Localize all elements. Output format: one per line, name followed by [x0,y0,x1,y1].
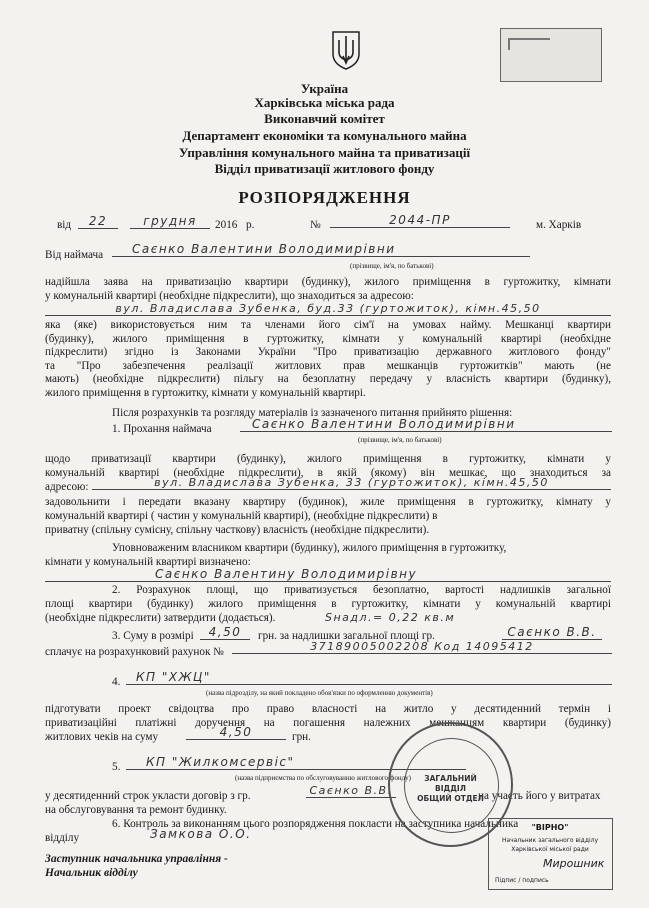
cert-stamp-line-2: Харківської міської ради [511,846,589,853]
item5-org: КП "Жилкомсервіс" [126,755,466,770]
item5-line-1-prefix: у десятиденний строк укласти договір з гр. [45,790,251,802]
item4-org: КП "ХЖЦ" [126,670,612,685]
order-number: 2044-ПР [330,213,510,228]
item5-caption: (назва підприємства по обслуговуванню житлового фонду) [235,774,411,782]
header-country: Україна [300,81,349,96]
signature-role-1: Заступник начальника управління - [45,853,228,865]
item1-line-3: адресою: [45,481,89,493]
item4-line-1: підготувати проект свідоцтва про право власності на житло у десятиденний термін і [45,703,611,715]
coat-of-arms-icon [330,30,362,70]
cert-stamp-sign-label: Підпис / подпись [495,877,549,884]
registration-stamp [500,28,602,82]
city: м. Харків [536,219,582,231]
date-month: грудня [130,214,210,229]
header-council: Харківська міська рада [254,95,395,110]
cert-stamp-title: "ВІРНО" [531,823,569,832]
item3-middle: грн. за надлишки загальної площі гр. [258,630,435,642]
date-day: 22 [78,214,118,229]
item1-line-6: приватну (спільну сумісну, спільну часткову) власність (необхідне підкреслити). [45,524,430,536]
item3-amount: 4,50 [200,625,250,640]
item4-prefix: 4. [112,676,121,688]
item6-text: 6. Контроль за виконанням цього розпорядження покласти на заступника начальника [112,818,519,830]
round-stamp-text-1: ЗАГАЛЬНИЙ [424,774,477,783]
header-department: Департамент економіки та комунального майна [182,128,467,143]
round-stamp-text-3: ОБЩИЙ ОТДЕЛ [417,794,484,803]
item3-payer: Саєнко В.В. [502,625,602,640]
cert-stamp-signature: Мирошник [543,857,605,870]
header-section: Відділ приватизації житлового фонду [214,161,435,176]
item4-sum: 4,50 [186,725,286,740]
item4-caption: (назва підрозділу, на який покладено обов'язки по оформленню документів) [206,689,433,697]
p1-line-8: жилого приміщення в гуртожитку, кімнати у комунальній квартирі. [45,387,366,399]
owners-text-2: кімнати у комунальній квартирі визначено: [45,556,251,568]
item1-name: Саєнко Валентини Володимирівни [240,417,612,432]
date-prefix: від [57,219,72,231]
p1-line-4: (будинку), жилого приміщення в гуртожитку, кімнати у комунальній квартирі (необхідне [45,333,611,345]
p1-line-5: підкреслити) згідно із Законами України "Про приватизацію державного житлового фонду" [45,346,611,358]
item1-line-4: задовольнити і передати вказану квартиру (будинок), жиле приміщення в гуртожитку, кімнату у [45,496,611,508]
item4-line-2: приватизаційні платіжні доручення на погашення належних мешканцям квартири (будинку) [45,717,611,729]
item4-line-4: грн. [292,731,311,743]
p1-line-3: яка (яке) використовується ним та членами його сім'ї на умовах найму. Мешканці квартири [45,319,611,331]
item2-line-3: (необхідне підкреслити) затвердити (додається). [45,612,276,624]
date-year: 2016 [215,219,238,231]
item6-text-2: відділу [45,832,80,844]
item2-line-2: площі квартири (будинку) жилого приміщення в гуртожитку, кімнати у комунальній квартирі [45,598,611,610]
certification-stamp [488,818,613,890]
registration-stamp-mark [508,38,550,50]
item2-line-1: 2. Розрахунок площі, що приватизується безоплатно, вартості надлишків загальної [112,584,611,596]
p1-address: вул. Владислава Зубенка, буд.33 (гуртожиток), кімн.45,50 [45,302,611,316]
item5-line-2: на обслуговування та ремонт будинку. [45,804,227,816]
item1-address: вул. Владислава Зубенка, 33 (гуртожиток), кімн.45,50 [92,476,611,490]
item1-line-2: комунальній квартирі (необхідне підкреслити), в якій (якому) він мешкає, що знаходиться за [45,467,611,479]
item4-line-3: житлових чеків на суму [45,731,159,743]
document-title: РОЗПОРЯДЖЕННЯ [238,188,411,207]
item2-note: Sнадл.= 0,22 кв.м [325,611,456,624]
item5-prefix: 5. [112,761,121,773]
owners-text-1: Уповноваженим власником квартири (будинку), жилого приміщення в гуртожитку, [112,542,507,554]
header-committee: Виконавчий комітет [264,111,385,126]
owners-name: Саєнко Валентину Володимирівну [45,567,611,582]
number-prefix: № [310,219,321,231]
p1-line-2: у комунальній квартирі (необхідне підкреслити), що знаходиться за адресою: [45,290,414,302]
item3-prefix: 3. Суму в розмірі [112,630,194,642]
item5-party: Саєнко В.В. [306,784,396,798]
item3-account-prefix: сплачує на розрахунковий рахунок № [45,646,224,658]
item1-caption: (прізвище, ім'я, по батькові) [358,436,442,444]
cert-stamp-line-1: Начальник загального відділу [501,837,599,844]
after-calc: Після розрахунків та розгляду матеріалів із зазначеного питання прийнято рішення: [112,407,513,419]
tenant-prefix: Від наймача [45,249,104,261]
p1-line-6: та "Про забезпечення реалізації житлових прав мешканців гуртожитків" мають (не [45,360,611,372]
item1-line-1: щодо приватизації квартири (будинку), жилого приміщення в гуртожитку, кімнати у [45,453,611,465]
tenant-caption: (прізвище, ім'я, по батькові) [350,262,434,270]
p1-line-1: надійшла заява на приватизацію квартири (будинку), жилого приміщення в гуртожитку, кімнати [45,276,611,288]
item1-label: 1. Прохання наймача [112,423,212,435]
p1-line-7: мають) (необхідне підкреслити) пільгу на безоплатну передачу у власність квартири (будинку), [45,373,611,385]
item5-line-1-suffix: на участь його у витратах [478,790,601,802]
date-year-suffix: р. [246,219,255,231]
round-stamp-text-2: ВІДДІЛ [435,784,466,793]
tenant-name: Саєнко Валентини Володимирівни [112,242,530,257]
item6-name: Замкова О.О. [150,827,252,841]
header-office: Управління комунального майна та приватизації [178,145,471,160]
item1-line-5: комунальній квартирі ( частин у комунальній квартирі), (необхідне підкреслити) в [45,510,438,522]
item3-account: 37189005002208 Код 14095412 [232,640,612,654]
signature-role-2: Начальник відділу [45,867,138,879]
